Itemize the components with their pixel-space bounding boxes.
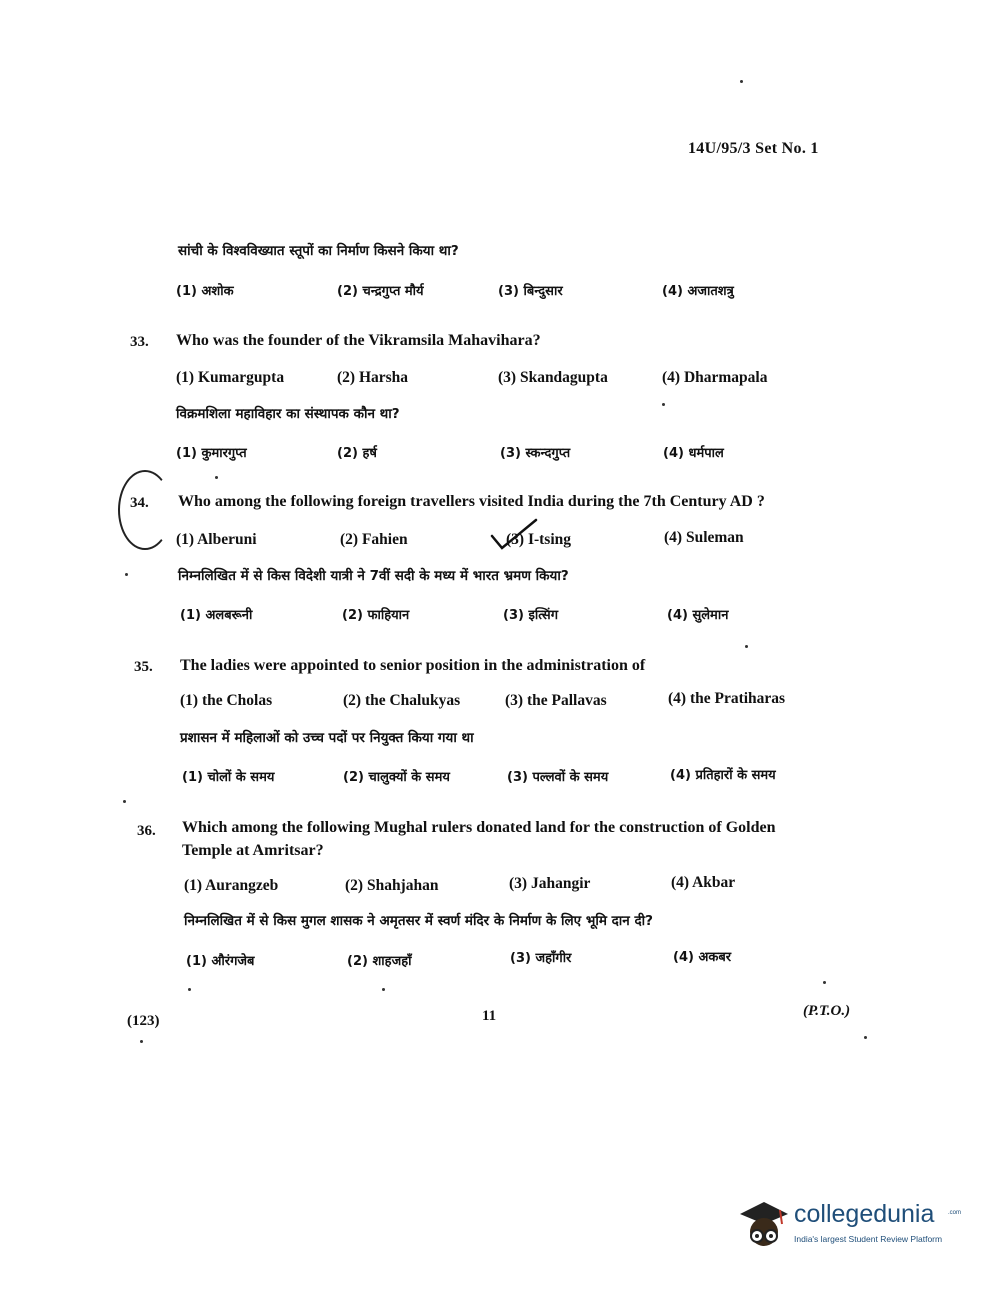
q34-option-2: (2) Fahien — [340, 531, 408, 548]
q36-option-2: (2) Shahjahan — [345, 877, 439, 894]
q33-hindi-question: विक्रमशिला महाविहार का संस्थापक कौन था? — [176, 406, 400, 422]
scan-speck — [745, 645, 748, 648]
q33-hindi-option-1: (1) कुमारगुप्त — [176, 446, 247, 461]
mascot-icon — [736, 1196, 792, 1258]
q35-hindi-option-4: (4) प्रतिहारों के समय — [670, 768, 776, 783]
q34-number: 34. — [130, 495, 149, 511]
scan-speck — [188, 988, 191, 991]
q36-question-line-2: Temple at Amritsar? — [182, 842, 324, 859]
q34-hindi-option-4: (4) सुलेमान — [667, 608, 729, 623]
q35-hindi-option-1: (1) चोलों के समय — [182, 770, 275, 785]
q34-option-3: (3) I-tsing — [506, 531, 572, 548]
q34-hindi-option-2: (2) फाहियान — [342, 608, 410, 623]
q36-option-1: (1) Aurangzeb — [184, 877, 279, 894]
page-number: 11 — [482, 1008, 497, 1024]
q35-option-3: (3) the Pallavas — [505, 692, 607, 709]
q36-option-4: (4) Akbar — [671, 874, 736, 891]
q32-hindi-option-3: (3) बिन्दुसार — [498, 284, 563, 299]
collegedunia-logo — [736, 1196, 966, 1258]
footer-code: (123) — [127, 1013, 160, 1029]
q34-question: Who among the following foreign travellers visited India during the 7th Century AD ? — [178, 493, 765, 510]
q35-option-4: (4) the Pratiharas — [668, 690, 786, 707]
q36-number: 36. — [137, 823, 156, 839]
q35-number: 35. — [134, 659, 153, 675]
q33-option-3: (3) Skandagupta — [498, 369, 608, 386]
q33-option-4: (4) Dharmapala — [662, 369, 768, 386]
scan-speck — [215, 476, 218, 479]
scan-speck — [740, 80, 743, 83]
q34-option-4: (4) Suleman — [664, 529, 744, 546]
q34-hindi-question: निम्नलिखित में से किस विदेशी यात्री ने 7वीं सदी के मध्य में भारत भ्रमण किया? — [178, 568, 569, 584]
q33-hindi-option-3: (3) स्कन्दगुप्त — [500, 446, 571, 461]
q35-hindi-option-2: (2) चालुक्यों के समय — [343, 770, 450, 785]
q34-hindi-option-3: (3) इत्सिंग — [503, 608, 559, 623]
scan-speck — [864, 1036, 867, 1039]
q34-option-1: (1) Alberuni — [176, 531, 257, 548]
q36-option-3: (3) Jahangir — [509, 875, 591, 892]
q36-hindi-question: निम्नलिखित में से किस मुगल शासक ने अमृतसर में स्वर्ण मंदिर के निर्माण के लिए भूमि दान दी? — [184, 913, 653, 929]
pto-label: (P.T.O.) — [803, 1003, 851, 1019]
brand-tagline: India's largest Student Review Platform — [794, 1234, 943, 1244]
q33-number: 33. — [130, 334, 149, 350]
q35-question: The ladies were appointed to senior position in the administration of — [180, 657, 646, 674]
q34-hindi-option-1: (1) अलबरूनी — [180, 608, 253, 623]
paper-code: 14U/95/3 Set No. 1 — [688, 140, 819, 157]
scan-speck — [123, 800, 126, 803]
q36-question-line-1: Which among the following Mughal rulers donated land for the construction of Golden — [182, 819, 776, 836]
q35-option-2: (2) the Chalukyas — [343, 692, 461, 709]
handwritten-tick-icon — [488, 518, 540, 552]
brand-name: collegedunia — [794, 1200, 935, 1228]
q33-hindi-option-4: (4) धर्मपाल — [663, 446, 724, 461]
scan-speck — [823, 981, 826, 984]
q32-hindi-question: सांची के विश्वविख्यात स्तूपों का निर्माण किसने किया था? — [178, 243, 459, 259]
scan-speck — [125, 573, 128, 576]
q32-hindi-option-1: (1) अशोक — [176, 284, 234, 299]
q36-hindi-option-3: (3) जहाँगीर — [510, 951, 572, 966]
q36-hindi-option-2: (2) शाहजहाँ — [347, 954, 412, 969]
q33-option-1: (1) Kumargupta — [176, 369, 285, 386]
scan-speck — [662, 403, 665, 406]
q32-hindi-option-2: (2) चन्द्रगुप्त मौर्य — [337, 284, 424, 299]
q35-option-1: (1) the Cholas — [180, 692, 273, 709]
q32-hindi-option-4: (4) अजातशत्रु — [662, 284, 734, 299]
scan-speck — [140, 1040, 143, 1043]
q33-hindi-option-2: (2) हर्ष — [337, 446, 377, 461]
brand-suffix: .com — [948, 1210, 962, 1216]
q33-option-2: (2) Harsha — [337, 369, 409, 386]
q36-hindi-option-1: (1) औरंगजेब — [186, 954, 255, 969]
q36-hindi-option-4: (4) अकबर — [673, 950, 732, 965]
scan-speck — [382, 988, 385, 991]
q35-hindi-question: प्रशासन में महिलाओं को उच्च पदों पर नियुक्त किया गया था — [180, 730, 474, 746]
q33-question: Who was the founder of the Vikramsila Mahavihara? — [176, 332, 541, 349]
q35-hindi-option-3: (3) पल्लवों के समय — [507, 770, 609, 785]
